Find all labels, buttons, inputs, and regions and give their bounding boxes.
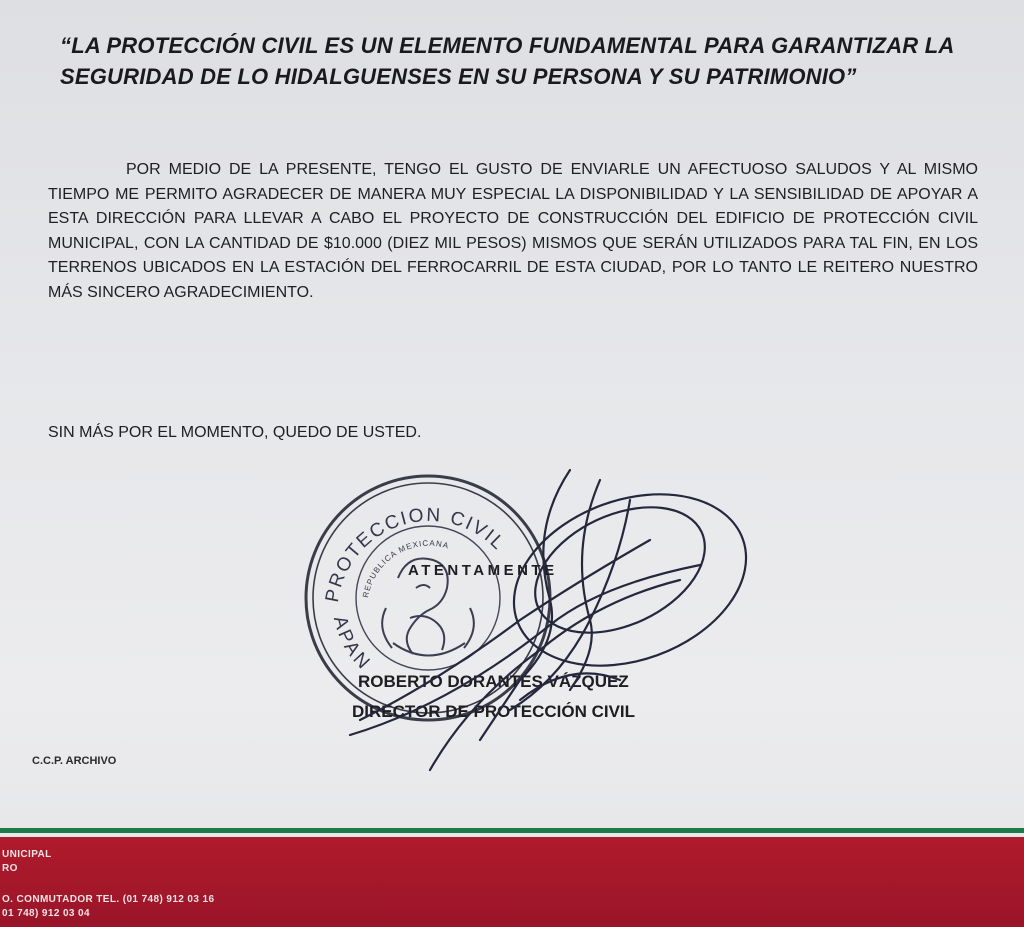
seal-inner-text: REPUBLICA MEXICANA — [361, 538, 451, 599]
footer-green-stripe — [0, 828, 1024, 833]
footer-line-2: RO — [2, 863, 18, 874]
footer-line-3: O. CONMUTADOR TEL. (01 748) 912 03 16 — [2, 894, 215, 905]
seal-top-text: PROTECCION CIVIL — [321, 504, 510, 604]
letterhead-footer — [0, 837, 1024, 927]
body-paragraph: POR MEDIO DE LA PRESENTE, TENGO EL GUSTO DE ENVIARLE UN AFECTUOSO SALUDOS Y AL MISMO TIEMPO ME PERMITO AGRADECER DE MANERA MUY ESPECIAL LA DISPONIBILIDAD Y LA SENSIBILIDAD DE APOYAR A ESTA DIRECCIÓN PARA LLEVAR A CABO EL PROYECTO DE CONSTRUCCIÓN DEL EDIFICIO DE PROTECCIÓN CIVIL MUNICIPAL, CON LA CANTIDAD DE $10.000 (DIEZ MIL PESOS) MISMOS QUE SERÁN UTILIZADOS PARA TAL FIN, EN LOS TERRENOS UBICADOS EN LA ESTACIÓN DEL FERROCARRIL DE ESTA CIUDAD, POR LO TANTO LE REITERO NUESTRO MÁS SINCERO AGRADECIMIENTO. — [48, 161, 978, 301]
signer-name: ROBERTO DORANTES VÁZQUEZ — [358, 672, 629, 691]
slogan-heading: “LA PROTECCIÓN CIVIL ES UN ELEMENTO FUNDAMENTAL PARA GARANTIZAR LA SEGURIDAD DE LO HIDALGUENSES EN SU PERSONA Y SU PATRIMONIO” — [60, 33, 954, 89]
handwritten-signature — [300, 460, 770, 790]
footer-line-1: UNICIPAL — [2, 849, 52, 860]
footer-line-4: 01 748) 912 03 04 — [2, 908, 90, 919]
letter-body — [48, 158, 978, 305]
seal-bottom-text: APAN — [328, 613, 376, 676]
signer-title: DIRECTOR DE PROTECCIÓN CIVIL — [352, 702, 636, 721]
salutation: ATENTAMENTE — [408, 562, 558, 579]
closing-line: SIN MÁS POR EL MOMENTO, QUEDO DE USTED. — [48, 424, 422, 441]
ccp-note: C.C.P. ARCHIVO — [32, 755, 117, 767]
